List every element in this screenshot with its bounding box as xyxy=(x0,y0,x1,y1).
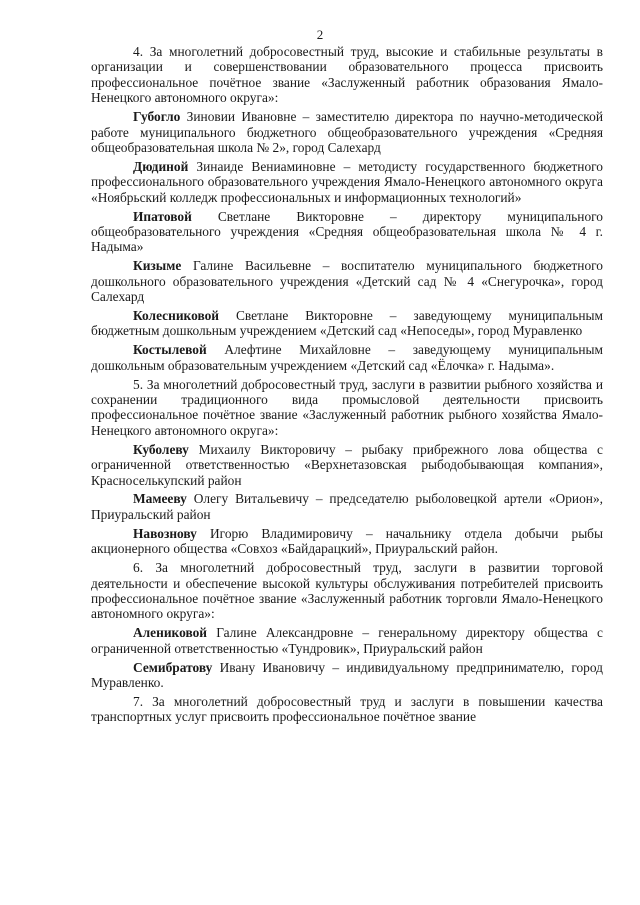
paragraph-text: Галине Александровне – генеральному директору общества с ограниченной ответственностью «Тундровик», Приуральский район xyxy=(91,625,603,656)
award-nominee-paragraph xyxy=(91,209,603,255)
document-body xyxy=(91,44,603,725)
award-nominee-paragraph xyxy=(91,342,603,373)
decree-clause-paragraph xyxy=(91,44,603,106)
paragraph-text: 5. За многолетний добросовестный труд, заслуги в развитии рыбного хозяйства и сохранении традиционного вида промысловой деятельности присвоить профессиональное почётное звание «Заслуженный работник рыбного хозяйства Ямало-Ненецкого автономного округа»: xyxy=(91,376,603,438)
nominee-surname: Куболеву xyxy=(133,441,189,457)
paragraph-text: Зиновии Ивановне – заместителю директора по научно-методической работе муниципального бюджетного общеобразовательного учреждения «Средняя общеобразовательная школа № 2», город Салехард xyxy=(91,109,603,155)
paragraph-text: Ивану Ивановичу – индивидуальному предпринимателю, город Муравленко. xyxy=(91,659,603,690)
award-nominee-paragraph xyxy=(91,625,603,656)
paragraph-text: 4. За многолетний добросовестный труд, высокие и стабильные результаты в организации и совершенствовании образовательного процесса присвоить профессиональное почётное звание «Заслуженный работник образования Ямало-Ненецкого автономного округа»: xyxy=(91,44,603,106)
paragraph-text: Галине Васильевне – воспитателю муниципального бюджетного дошкольного образовательного учреждения «Детский сад № 4 «Снегурочка», город Салехард xyxy=(91,258,603,305)
award-nominee-paragraph xyxy=(91,159,603,205)
paragraph-text: Алефтине Михайловне – заведующему муниципальным дошкольным образовательным учреждением «Детский сад «Ёлочка» г. Надыма». xyxy=(91,342,603,373)
nominee-surname: Ипатовой xyxy=(133,208,192,224)
nominee-surname: Алениковой xyxy=(133,625,208,641)
nominee-surname: Навознову xyxy=(133,525,197,541)
nominee-surname: Кизыме xyxy=(133,258,182,274)
paragraph-text: Светлане Викторовне – заведующему муниципальным бюджетным дошкольным учреждением «Детский сад «Непоседы», город Муравленко xyxy=(91,308,603,339)
award-nominee-paragraph xyxy=(91,109,603,155)
paragraph-text: Михаилу Викторовичу – рыбаку прибрежного лова общества с ограниченной ответственностью «Верхнетазовская рыбодобывающая компания», Красноселькупский район xyxy=(91,441,603,488)
page-number: 2 xyxy=(316,27,324,42)
award-nominee-paragraph xyxy=(91,258,603,304)
nominee-surname: Дюдиной xyxy=(133,158,189,174)
nominee-surname: Костылевой xyxy=(133,342,207,358)
decree-clause-paragraph xyxy=(91,694,603,725)
paragraph-text: 6. За многолетний добросовестный труд, заслуги в развитии торговой деятельности и обеспечение высокой культуры обслуживания потребителей присвоить профессиональное почётное звание «Заслуженный работник торговли Ямало-Ненецкого автономного округа»: xyxy=(91,560,603,622)
award-nominee-paragraph xyxy=(91,308,603,339)
paragraph-text: Светлане Викторовне – директору муниципального общеобразовательного учреждения «Средняя общеобразовательная школа № 4 г. Надыма» xyxy=(91,208,603,255)
decree-clause-paragraph xyxy=(91,377,603,439)
nominee-surname: Губогло xyxy=(133,109,181,125)
nominee-surname: Мамееву xyxy=(133,491,187,507)
award-nominee-paragraph xyxy=(91,442,603,488)
award-nominee-paragraph xyxy=(91,660,603,691)
paragraph-text: Олегу Витальевичу – председателю рыболовецкой артели «Орион», Приуральский район xyxy=(91,491,603,522)
paragraph-text: 7. За многолетний добросовестный труд и заслуги в повышении качества транспортных услуг присвоить профессиональное почётное звание xyxy=(91,693,603,725)
award-nominee-paragraph xyxy=(91,491,603,522)
decree-clause-paragraph xyxy=(91,560,603,622)
nominee-surname: Семибратову xyxy=(133,659,213,675)
nominee-surname: Колесниковой xyxy=(133,308,220,323)
paragraph-text: Зинаиде Вениаминовне – методисту государственного бюджетного профессионального образовательного учреждения Ямало-Ненецкого автономного округа «Ноябрьский колледж профессиональных и информационных технологий» xyxy=(91,158,603,205)
award-nominee-paragraph xyxy=(91,526,603,557)
paragraph-text: Игорю Владимировичу – начальнику отдела добычи рыбы акционерного общества «Совхоз «Байдарацкий», Приуральский район. xyxy=(91,525,603,557)
